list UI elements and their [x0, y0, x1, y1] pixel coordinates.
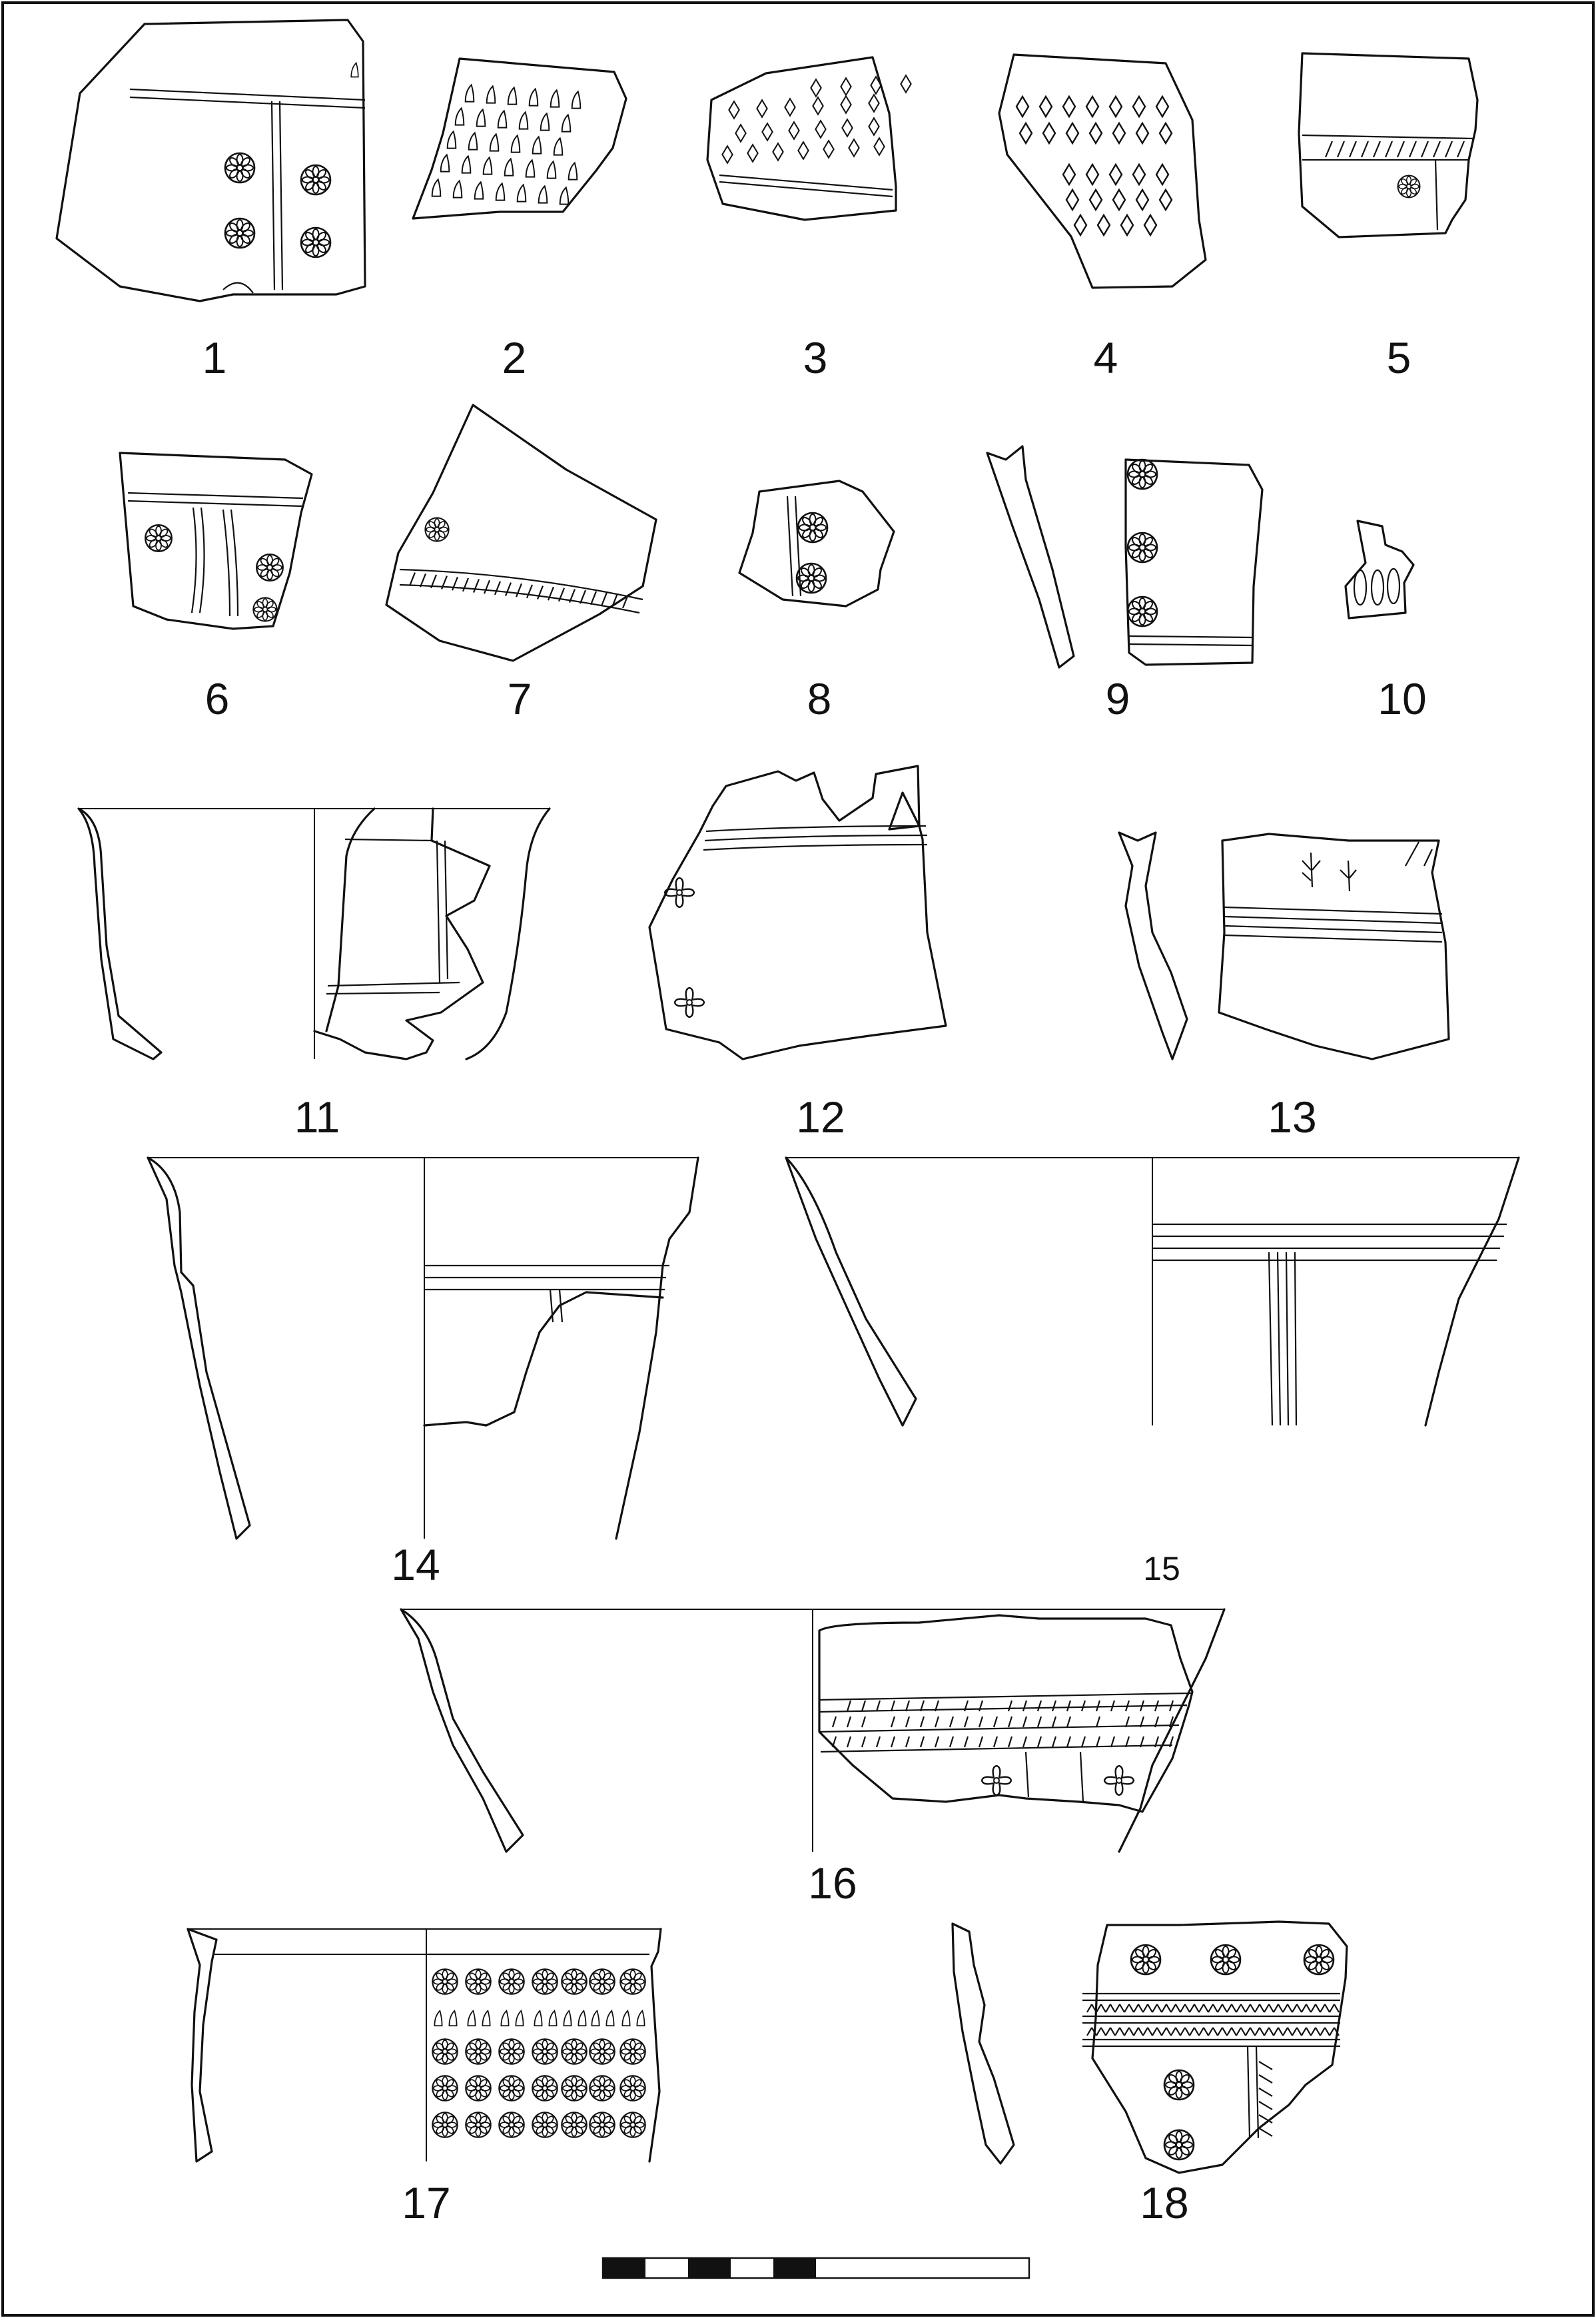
hatch-mark	[1082, 1701, 1085, 1711]
rosette-stamp	[562, 1969, 586, 1994]
hatch-mark	[1008, 1717, 1012, 1727]
drop-stamp	[622, 2011, 629, 2026]
hatch-mark	[862, 1701, 865, 1711]
hatch-mark	[833, 1717, 836, 1727]
rosette-stamp	[466, 2076, 490, 2100]
sherd-16	[401, 1609, 1224, 1852]
drop-stamp	[468, 2011, 475, 2026]
hatch-mark	[847, 1737, 851, 1747]
hatch-mark	[1259, 2128, 1272, 2136]
rosette-stamp	[466, 2112, 490, 2137]
rosette-stamp	[562, 2039, 586, 2064]
hatch-mark	[979, 1717, 983, 1727]
drop-stamp	[606, 2011, 613, 2026]
scale-bar	[603, 2258, 1029, 2278]
label-4: 4	[1093, 333, 1118, 382]
rosette-stamp	[432, 2076, 457, 2100]
rosette-stamp	[499, 2076, 524, 2100]
sherd-14	[148, 1158, 698, 1539]
hatch-mark	[935, 1717, 939, 1727]
label-8: 8	[807, 674, 832, 723]
drop-stamp	[637, 2011, 644, 2026]
hatch-mark	[1052, 1737, 1056, 1747]
rosette-stamp	[466, 1969, 490, 1994]
rosette-stamp	[590, 1969, 614, 1994]
drop-stamp	[501, 2011, 508, 2026]
hatch-mark	[1038, 1717, 1041, 1727]
drop-stamp	[549, 2011, 556, 2026]
label-16: 16	[808, 1858, 857, 1908]
label-3: 3	[803, 333, 828, 382]
hatch-mark	[965, 1717, 968, 1727]
rosette-stamp	[532, 1969, 557, 1994]
hatch-mark	[1096, 1701, 1100, 1711]
hatch-mark	[994, 1717, 997, 1727]
sherd-1	[57, 20, 365, 301]
label-18: 18	[1140, 2178, 1189, 2227]
sherd-2	[351, 59, 626, 218]
rosette-stamp	[620, 2076, 645, 2100]
drop-stamp	[434, 2011, 442, 2026]
rosette-stamp	[562, 2076, 586, 2100]
rosette-stamp	[562, 2112, 586, 2137]
drop-stamp	[592, 2011, 599, 2026]
hatch-mark	[1067, 1717, 1070, 1727]
hatch-mark	[877, 1737, 880, 1747]
sherd-18	[953, 1922, 1347, 2173]
rosette-stamp	[466, 2039, 490, 2064]
rosette-stamp	[590, 2039, 614, 2064]
sherd-15	[786, 1158, 1519, 1425]
hatch-mark	[1067, 1701, 1070, 1711]
hatch-mark	[921, 1717, 924, 1727]
hatch-mark	[979, 1737, 983, 1747]
sherd-11	[79, 809, 550, 1059]
hatch-mark	[862, 1717, 865, 1727]
rosette-stamp	[432, 1969, 457, 1994]
rosette-stamp	[620, 2039, 645, 2064]
sherd-12	[649, 766, 946, 1059]
hatch-mark	[921, 1737, 924, 1747]
label-17: 17	[402, 2178, 451, 2227]
sherd-7	[386, 405, 656, 661]
rosette-stamp	[532, 2112, 557, 2137]
hatch-mark	[1096, 1717, 1100, 1727]
hatch-mark	[906, 1737, 909, 1747]
hatch-mark	[847, 1717, 851, 1727]
label-14: 14	[391, 1540, 440, 1589]
label-11: 11	[294, 1092, 340, 1142]
hatch-mark	[950, 1717, 953, 1727]
label-2: 2	[502, 333, 527, 382]
label-5: 5	[1386, 333, 1411, 382]
chevron-mark	[1087, 2004, 1096, 2012]
hatch-mark	[1008, 1737, 1012, 1747]
sherd-8	[739, 481, 894, 606]
hatch-mark	[847, 1701, 851, 1711]
drop-stamp	[578, 2011, 586, 2026]
sherd-9	[987, 446, 1262, 667]
hatch-mark	[1082, 1737, 1085, 1747]
scale-bar-segment	[773, 2258, 816, 2278]
label-1: 1	[202, 333, 227, 382]
rosette-stamp	[590, 2112, 614, 2137]
sherd-17	[188, 1929, 661, 2161]
drop-stamp	[516, 2011, 523, 2026]
scale-bar-segment	[603, 2258, 645, 2278]
label-10: 10	[1378, 674, 1427, 723]
sherd-13	[1119, 833, 1449, 1059]
sherd-10	[1346, 521, 1413, 618]
rosette-stamp	[620, 1969, 645, 1994]
hatch-mark	[994, 1737, 997, 1747]
hatch-mark	[862, 1737, 865, 1747]
rosette-stamp	[590, 2076, 614, 2100]
hatch-mark	[1023, 1717, 1026, 1727]
drop-stamp	[564, 2011, 571, 2026]
hatch-mark	[1023, 1701, 1026, 1711]
drop-stamp	[534, 2011, 542, 2026]
hatch-mark	[891, 1717, 895, 1727]
plate-frame	[3, 3, 1593, 2315]
rosette-stamp	[532, 2039, 557, 2064]
hatch-mark	[1096, 1737, 1100, 1747]
rosette-stamp	[432, 2039, 457, 2064]
hatch-mark	[950, 1737, 953, 1747]
label-7: 7	[507, 674, 532, 723]
drop-stamp	[482, 2011, 490, 2026]
rosette-stamp	[432, 2112, 457, 2137]
drop-stamp	[449, 2011, 456, 2026]
hatch-mark	[935, 1737, 939, 1747]
rosette-stamp	[532, 2076, 557, 2100]
hatch-mark	[1008, 1701, 1012, 1711]
lozenge-stamp	[901, 75, 911, 93]
hatch-mark	[891, 1737, 895, 1747]
rosette-stamp	[620, 2112, 645, 2137]
hatch-mark	[1038, 1701, 1041, 1711]
scale-bar-segment	[688, 2258, 731, 2278]
hatch-mark	[1052, 1717, 1056, 1727]
sherd-5	[1299, 53, 1477, 237]
rosette-stamp	[499, 2039, 524, 2064]
hatch-mark	[1023, 1737, 1026, 1747]
hatch-mark	[965, 1737, 968, 1747]
sherd-6	[120, 453, 312, 629]
label-15: 15	[1143, 1550, 1180, 1587]
label-9: 9	[1105, 674, 1130, 723]
label-13: 13	[1268, 1092, 1317, 1142]
hatch-mark	[906, 1717, 909, 1727]
hatch-mark	[891, 1701, 895, 1711]
hatch-mark	[877, 1701, 880, 1711]
rosette-stamp	[499, 1969, 524, 1994]
sherd-3	[707, 57, 911, 220]
label-12: 12	[796, 1092, 845, 1142]
hatch-mark	[1067, 1737, 1070, 1747]
rosette-stamp	[499, 2112, 524, 2137]
hatch-mark	[1038, 1737, 1041, 1747]
sherd-4	[999, 55, 1206, 288]
label-6: 6	[204, 674, 230, 723]
hatch-mark	[1052, 1701, 1056, 1711]
